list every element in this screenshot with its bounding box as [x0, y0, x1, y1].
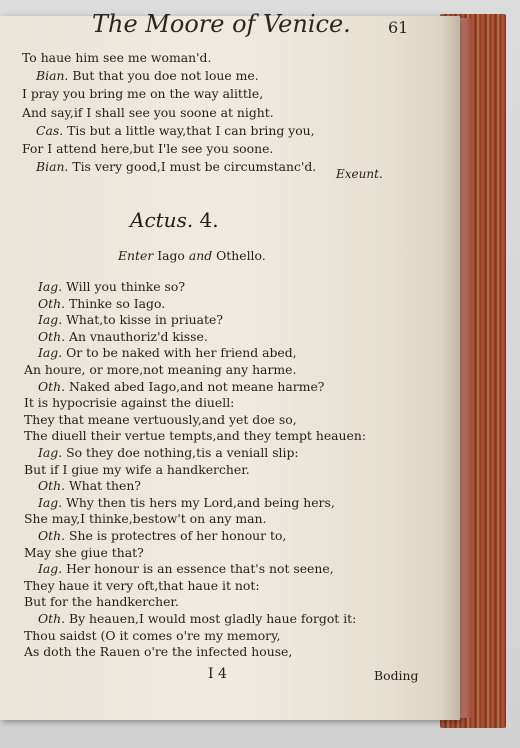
text-line: [24, 595, 179, 609]
text-line: [24, 363, 296, 377]
text-line: [38, 496, 335, 510]
line-text: Why then tis hers my Lord,and being hers,: [66, 494, 335, 510]
line-text: An vnauthoriz'd kisse.: [69, 328, 208, 344]
text-line: [24, 629, 280, 643]
text-line: [38, 280, 185, 294]
text-line: [24, 396, 234, 410]
line-text: Thou saidst (O it comes o're my memory,: [24, 627, 281, 643]
signature-mark: I 4: [208, 666, 227, 682]
line-text: What then?: [69, 478, 141, 494]
line-text: May she giue that?: [24, 544, 144, 560]
text-line: [38, 346, 297, 360]
speaker-prefix: Oth.: [38, 528, 66, 543]
line-text: But that you doe not loue me.: [72, 68, 259, 84]
text-line: [38, 479, 141, 493]
text-line: [24, 645, 292, 659]
text-line: [22, 87, 263, 101]
text-line: [36, 69, 259, 83]
speaker-prefix: Iag.: [38, 279, 63, 294]
line-text: Naked abed Iago,and not meane harme?: [69, 378, 325, 394]
act-number: 4.: [199, 208, 219, 232]
speaker-prefix: Iag.: [38, 445, 63, 460]
character-name: Othello.: [216, 248, 266, 263]
text-line: [38, 562, 334, 576]
speaker-prefix: Oth.: [38, 378, 66, 394]
book-page: [0, 10, 460, 720]
speaker-prefix: Oth.: [38, 611, 66, 626]
text-line: [24, 512, 266, 526]
speaker-prefix: Bian.: [36, 68, 69, 84]
line-text: As doth the Rauen o're the infected house,: [24, 644, 293, 660]
line-text: Or to be naked with her friend abed,: [66, 345, 297, 361]
act-heading: [130, 208, 219, 232]
character-name: Iago: [157, 248, 185, 263]
text-line: [38, 380, 324, 394]
running-title: The Moore of Venice.: [92, 10, 351, 38]
line-text: Tis very good,I must be circumstanc'd.: [72, 159, 317, 175]
catchword: Boding: [374, 668, 419, 683]
speaker-prefix: Oth.: [38, 295, 66, 311]
line-text: But if I giue my wife a handkercher.: [24, 461, 250, 477]
text-line: [24, 463, 250, 477]
line-text: So they doe nothing,tis a veniall slip:: [66, 445, 299, 460]
text-line: [24, 429, 366, 443]
text-line: [22, 106, 274, 120]
line-text: And say,if I shall see you soone at night.: [22, 104, 274, 120]
line-text: They that meane vertuously,and yet doe so,: [24, 411, 297, 427]
line-text: Tis but a little way,that I can bring you,: [67, 122, 315, 138]
text-line: [36, 160, 316, 174]
line-text: To haue him see me woman'd.: [22, 50, 212, 65]
and-word: and: [188, 248, 213, 263]
line-text: She is protectres of her honour to,: [69, 528, 287, 543]
text-line: [38, 446, 299, 460]
enter-word: Enter: [118, 248, 154, 263]
stage-direction: [118, 248, 266, 263]
speaker-prefix: Oth.: [38, 328, 66, 344]
line-text: By heauen,I would most gladly haue forgot it:: [69, 611, 357, 626]
line-text: She may,I thinke,bestow't on any man.: [24, 511, 267, 527]
text-line: [38, 330, 208, 344]
text-line: [22, 51, 211, 65]
page-number: 61: [388, 18, 409, 37]
line-text: The diuell their vertue tempts,and they tempt heauen:: [24, 428, 367, 444]
text-line: [24, 546, 144, 560]
line-text: An houre, or more,not meaning any harme.: [24, 362, 297, 377]
text-line: [38, 529, 286, 543]
speaker-prefix: Iag.: [38, 345, 63, 361]
text-line: [38, 313, 223, 327]
speaker-prefix: Oth.: [38, 478, 66, 494]
text-line: [38, 612, 356, 626]
line-text: Will you thinke so?: [66, 279, 185, 294]
line-text: They haue it very oft,that haue it not:: [24, 577, 260, 593]
text-line: [24, 579, 260, 593]
line-text: I pray you bring me on the way alittle,: [22, 86, 264, 102]
line-text: But for the handkercher.: [24, 594, 179, 610]
line-text: It is hypocrisie against the diuell:: [24, 395, 235, 411]
line-text: What,to kisse in priuate?: [66, 312, 223, 328]
speaker-prefix: Iag.: [38, 561, 63, 577]
speaker-prefix: Bian.: [36, 159, 69, 175]
text-line: [24, 413, 297, 427]
speaker-prefix: Iag.: [38, 494, 63, 510]
line-text: Thinke so Iago.: [69, 295, 166, 311]
text-line: [36, 124, 315, 138]
line-text: For I attend here,but I'le see you soone.: [22, 141, 274, 156]
text-line: [38, 297, 165, 311]
act-word: Actus.: [130, 208, 194, 232]
exeunt-direction: Exeunt.: [336, 167, 383, 181]
line-text: Her honour is an essence that's not seene,: [66, 561, 334, 577]
text-line: [22, 142, 273, 156]
speaker-prefix: Iag.: [38, 312, 63, 328]
speaker-prefix: Cas.: [36, 122, 64, 138]
